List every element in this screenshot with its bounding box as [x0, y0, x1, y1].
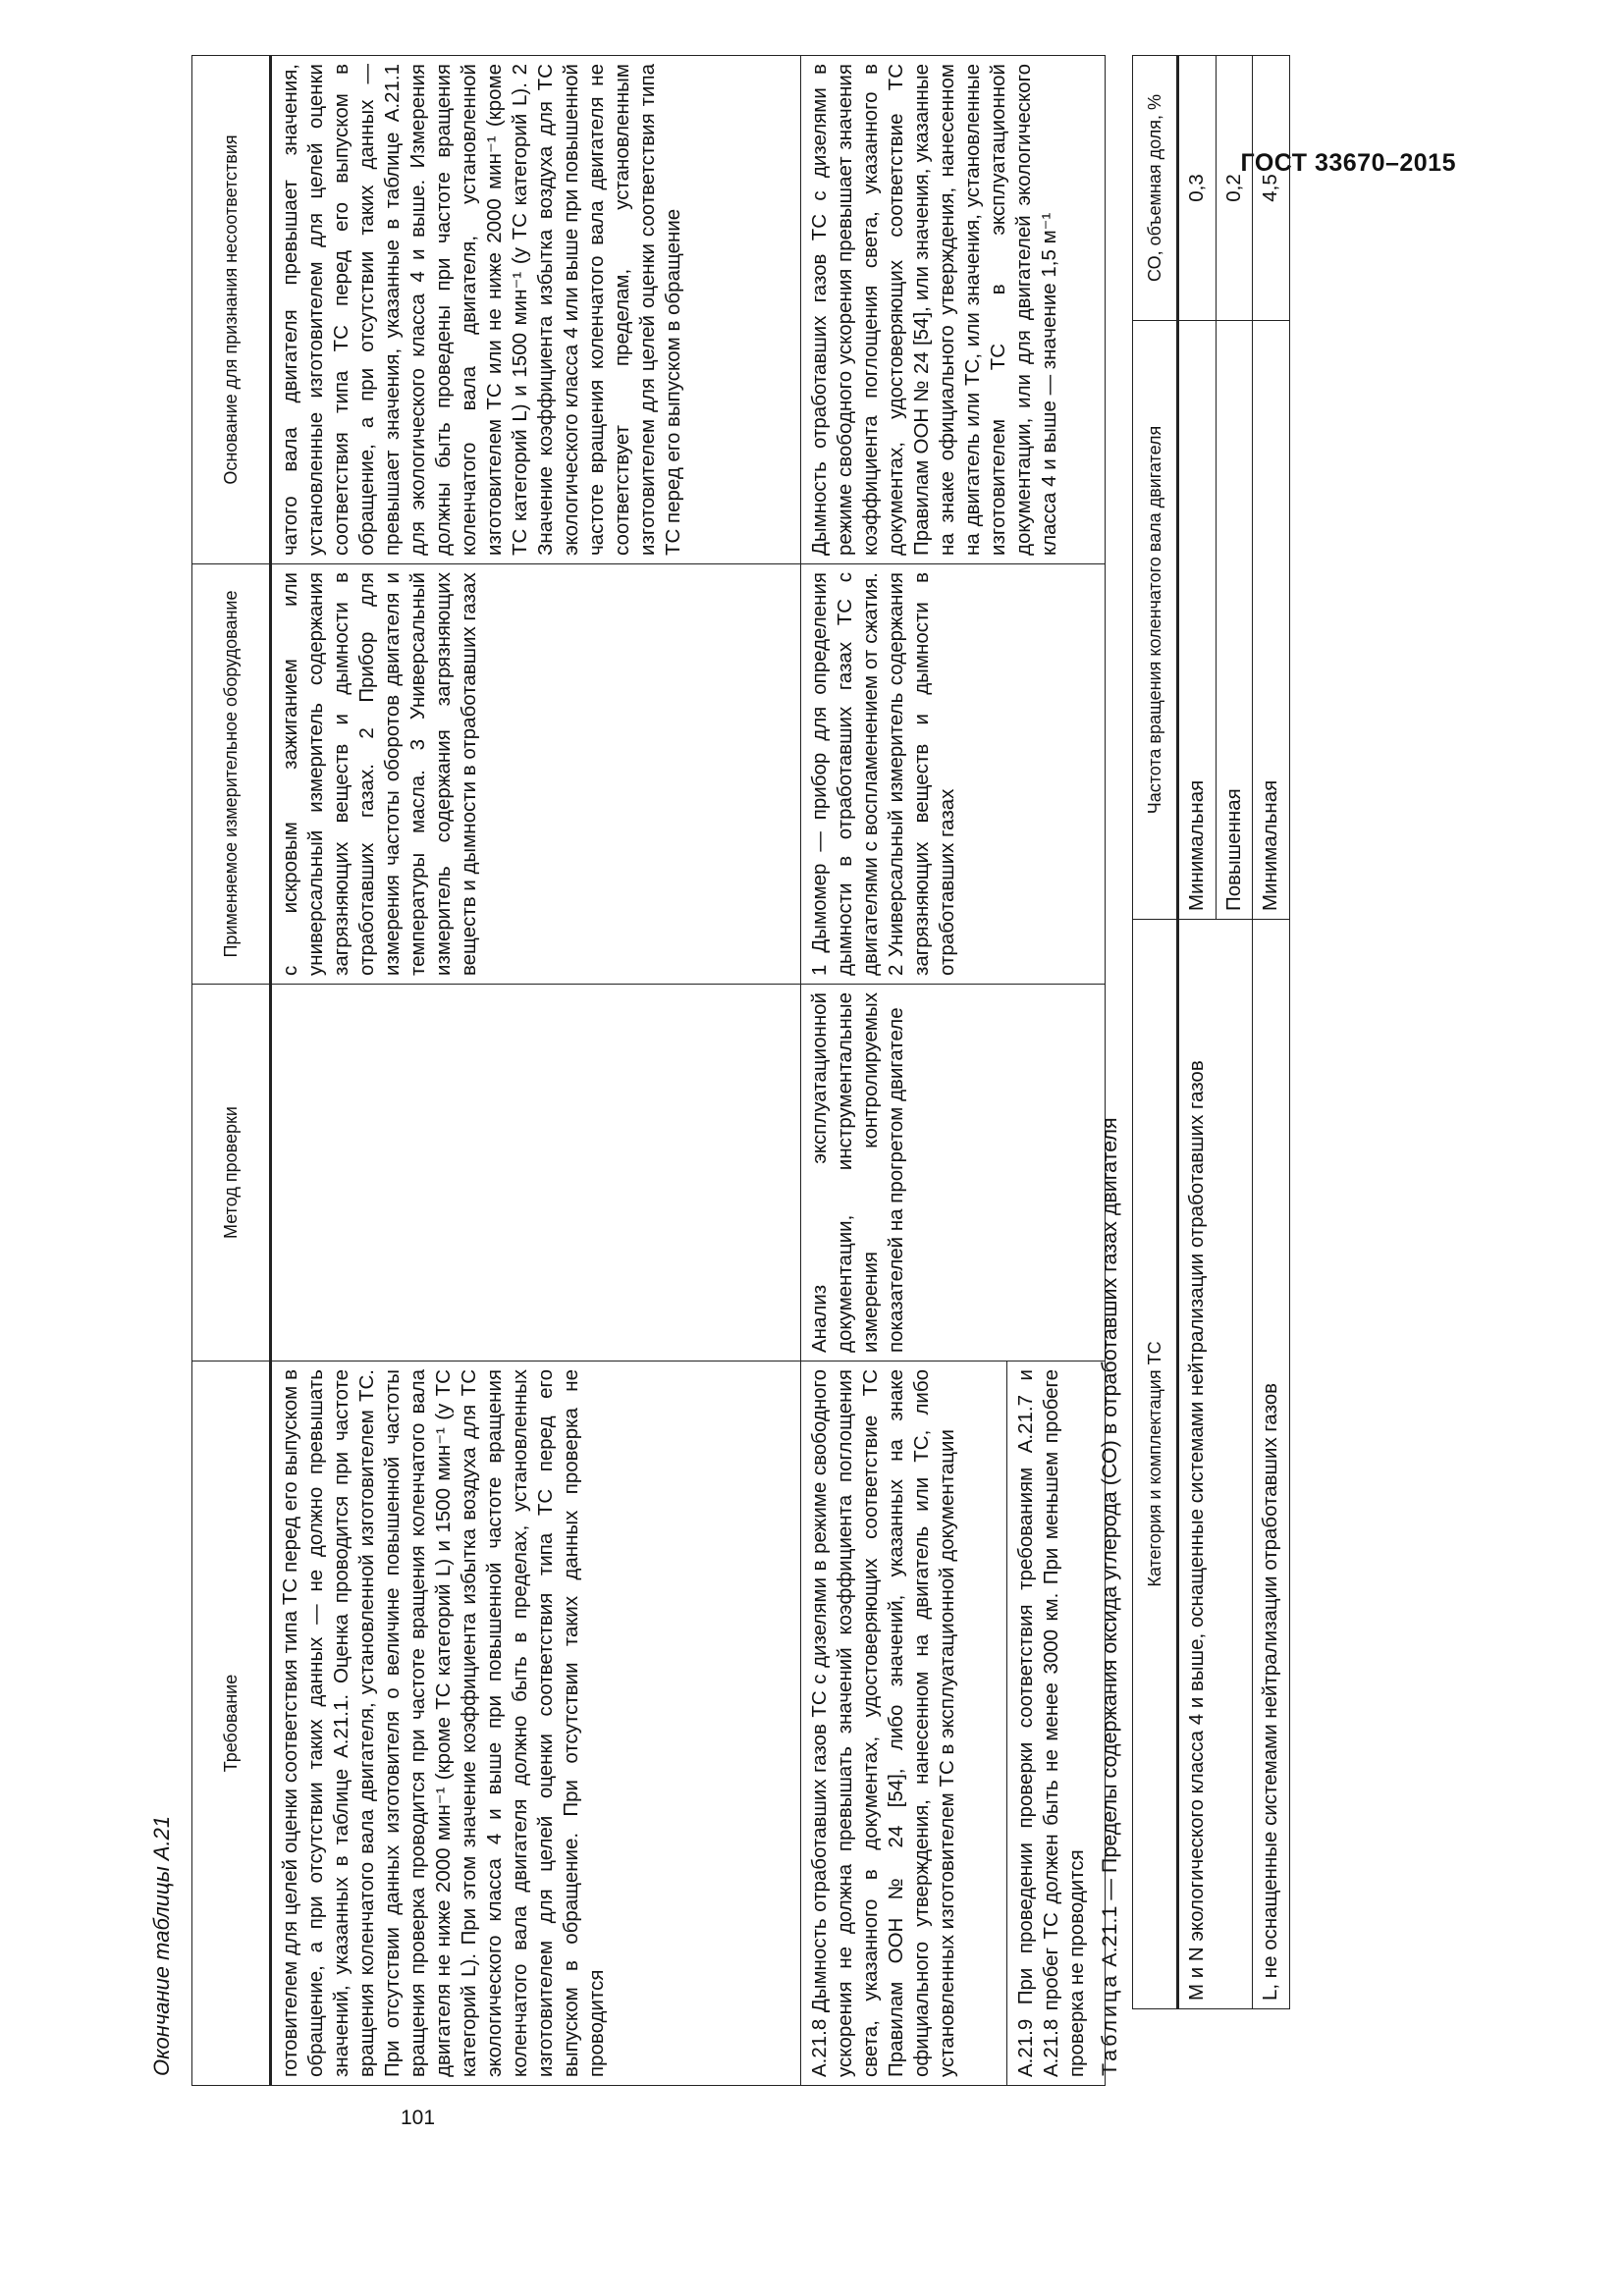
document-header-standard: ГОСТ 33670–2015 [1240, 149, 1456, 177]
co-cell: 0,2 [1216, 56, 1253, 321]
table-row [801, 56, 1007, 2086]
category-cell: L, не оснащенные системами нейтрализации отработавших газов [1253, 920, 1290, 2009]
basis-cell: Дымность отработавших газов ТС с дизелями в режиме свободного ускорения превышает значения коэффициента поглощения света, указанного в документах, удостоверяющих соответствие ТС Правилам ООН № 24 [54], или значения, указанные на знаке официального утверждения, нанесенном на двигатель или ТС, или значения, установленные изготовителем ТС в эксплуатационной документации, или для двигателей экологического класса 4 и выше — значение 1,5 м⁻¹ [801, 56, 1106, 564]
method-cell [271, 985, 801, 1362]
equipment-cell: с искровым зажиганием или универсальный измеритель содержания загрязняющих веществ и дымности в отработавших газах. 2 Прибор для измерения частоты оборотов двигателя и температуры масла. 3 Универсальный измеритель содержания загрязняющих веществ и дымности в отработавших газах [271, 564, 801, 985]
table-row [1253, 56, 1290, 2009]
table-a211 [1132, 55, 1290, 2009]
co-cell: 4,5 [1253, 56, 1290, 321]
table-label: Таблица [1098, 1972, 1121, 2076]
column-header-basis: Основание для признания несоответствия [192, 56, 271, 564]
column-header-requirement: Требование [192, 1362, 271, 2086]
equipment-cell: 1 Дымомер — прибор для определения дымности в отработавших газах ТС с двигателями с воспламенением от сжатия. 2 Универсальный измеритель содержания загрязняющих веществ и дымности в отработавших газах [801, 564, 1106, 985]
column-header-co: СО, объемная доля, % [1133, 56, 1178, 321]
speed-cell: Минимальная [1253, 321, 1290, 920]
table-continuation-caption: Окончание таблицы А.21 [149, 1815, 174, 2076]
basis-cell: чатого вала двигателя превышает значения, установленные изготовителем для целей оценки соответствия типа ТС перед его выпуском в обращение, а при отсутствии таких данных — превышает значения, указанные в таблице А.21.1 для экологического класса 4 и выше. Измерения должны быть проведены при частоте вращения коленчатого вала двигателя, установленной изготовителем ТС или не ниже 2000 мин⁻¹ (кроме ТС категорий L) и 1500 мин⁻¹ (у ТС категорий L). 2 Значение коэффициента избытка воздуха для ТС экологического класса 4 или выше при повышенной частоте вращения коленчатого вала двигателя не соответствует пределам, установленным изготовителем для целей оценки соответствия типа ТС перед его выпуском в обращение [271, 56, 801, 564]
column-header-category: Категория и комплектация ТС [1133, 920, 1178, 2009]
speed-cell: Минимальная [1178, 321, 1217, 920]
method-cell: Анализ эксплуатационной документации, инструментальные измерения контролируемых показателей на прогретом двигателе [801, 985, 1106, 1362]
table-row [1178, 56, 1217, 2009]
requirement-cell: готовителем для целей оценки соответствия типа ТС перед его выпуском в обращение, а при отсутствии таких данных — не должно превышать значений, указанных в таблице А.21.1. Оценка проводится при частоте вращения коленчатого вала двигателя, установленной изготовителем ТС. При отсутствии данных изготовителя о величине повышенной частоты вращения проверка проводится при частоте вращения коленчатого вала двигателя не ниже 2000 мин⁻¹ (кроме ТС категорий L) и 1500 мин⁻¹ (у ТС категорий L). При этом значение коэффициента избытка воздуха для ТС экологического класса 4 и выше при повышенной частоте вращения коленчатого вала двигателя должно быть в пределах, установленных изготовителем для целей оценки соответствия типа ТС перед его выпуском в обращение. При отсутствии таких данных проверка не проводится [271, 1362, 801, 2086]
category-cell: M и N экологического класса 4 и выше, оснащенные системами нейтрализации отработавших газов [1178, 920, 1253, 2009]
table-a21 [191, 55, 1106, 2086]
column-header-equipment: Применяемое измерительное оборудование [192, 564, 271, 985]
column-header-speed: Частота вращения коленчатого вала двигателя [1133, 321, 1178, 920]
requirement-cell: А.21.8 Дымность отработавших газов ТС с дизелями в режиме свободного ускорения не должна превышать значений коэффициента поглощения света, указанного в документах, удостоверяющих соответствие ТС Правилам ООН № 24 [54], либо значений, указанных на знаке официального утверждения, нанесенном на двигатель или ТС, либо установленных изготовителем ТС в эксплуатационной документации [801, 1362, 1007, 2086]
requirement-cell: А.21.9 При проведении проверки соответствия требованиям А.21.7 и А.21.8 пробег ТС должен быть не менее 3000 км. При меньшем пробеге проверка не проводится [1007, 1362, 1106, 2086]
column-header-method: Метод проверки [192, 985, 271, 1362]
table-row [271, 56, 801, 2086]
rotated-page-content [147, 44, 1404, 2086]
speed-cell: Повышенная [1216, 321, 1253, 920]
page-number: 101 [401, 2107, 436, 2129]
table-caption-text: А.21.1 — Пределы содержания оксида углерода (СО) в отработавших газах двигателя [1098, 1117, 1121, 1967]
co-cell: 0,3 [1178, 56, 1217, 321]
table-a211-caption [1098, 1117, 1122, 2076]
